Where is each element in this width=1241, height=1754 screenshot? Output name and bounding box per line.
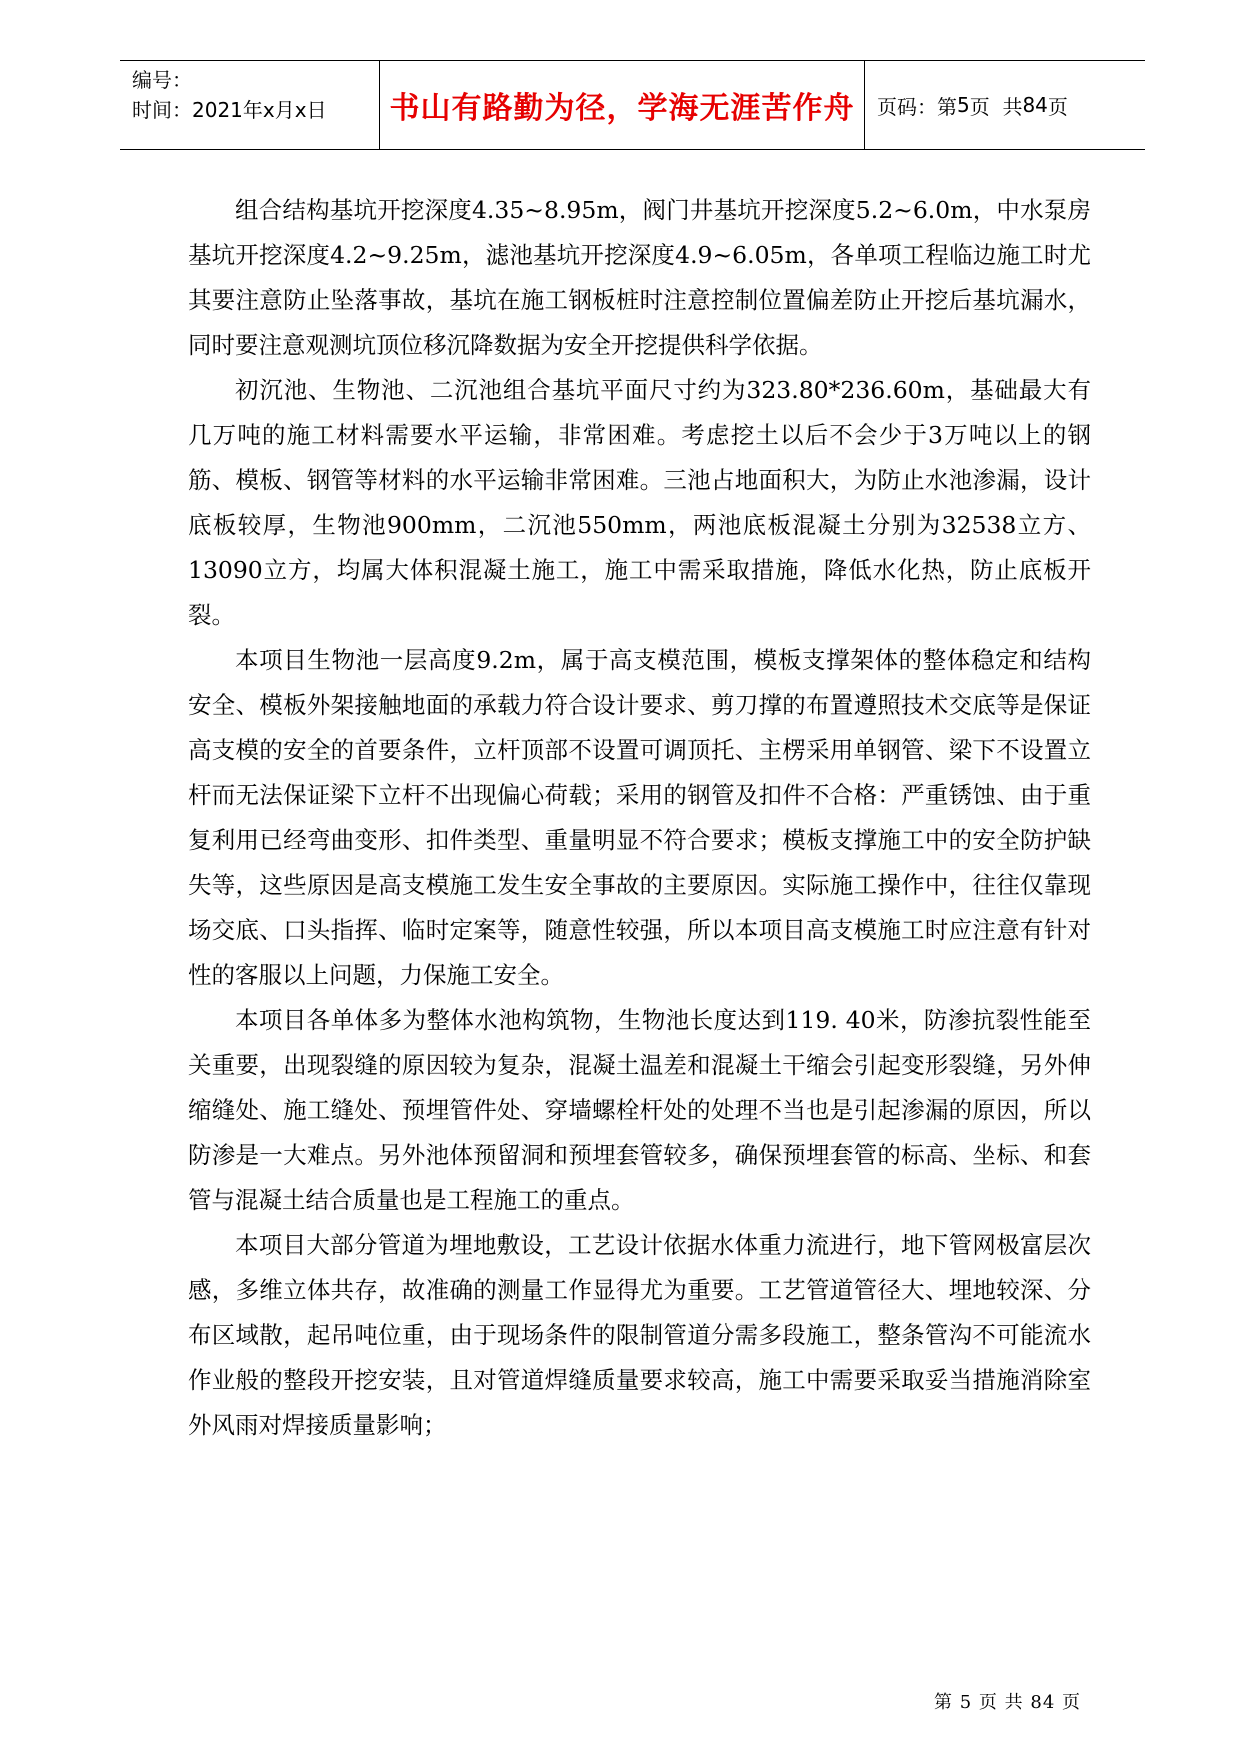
paragraph: 组合结构基坑开挖深度4.35~8.95m，阀门井基坑开挖深度5.2~6.0m，中水泵房基坑开挖深度4.2~9.25m，滤池基坑开挖深度4.9~6.05m，各单项工程临边施工时尤其要注意防止坠落事故，基坑在施工钢板桩时注意控制位置偏差防止开挖后基坑漏水，同时要注意观测坑顶位移沉降数据为安全开挖提供科学依据。: [188, 196, 1091, 359]
page-current: 5: [957, 93, 970, 117]
document-time-label: 时间：2021年x月x日: [132, 98, 327, 122]
paragraph: 本项目大部分管道为埋地敷设，工艺设计依据水体重力流进行，地下管网极富层次感，多维立体共存，故准确的测量工作显得尤为重要。工艺管道管径大、埋地较深、分布区域散，起吊吨位重，由于现场条件的限制管道分需多段施工，整条管沟不可能流水作业般的整段开挖安装，且对管道焊缝质量要求较高，施工中需要采取妥当措施消除室外风雨对焊接质量影响；: [188, 1231, 1091, 1439]
header-motto: 书山有路勤为径，学海无涯苦作舟: [380, 61, 865, 149]
document-body: [188, 188, 1091, 1448]
header-meta: [120, 61, 380, 149]
footer-page-number: 第 5 页 共 84 页: [934, 1692, 1081, 1713]
page-header: [120, 60, 1145, 150]
document-number-label: 编号：: [132, 68, 192, 92]
page-prefix: 页码：第: [877, 94, 957, 119]
page-suffix: 页: [1047, 94, 1068, 119]
page-mid: 页 共: [969, 94, 1023, 119]
paragraph: 初沉池、生物池、二沉池组合基坑平面尺寸约为323.80*236.60m，基础最大有几万吨的施工材料需要水平运输，非常困难。考虑挖土以后不会少于3万吨以上的钢筋、模板、钢管等材料的水平运输非常困难。三池占地面积大，为防止水池渗漏，设计底板较厚，生物池900mm，二沉池550mm，两池底板混凝土分别为32538立方、13090立方，均属大体积混凝土施工，施工中需采取措施，降低水化热，防止底板开裂。: [188, 376, 1091, 629]
paragraph: 本项目各单体多为整体水池构筑物，生物池长度达到119. 40米，防渗抗裂性能至关重要，出现裂缝的原因较为复杂，混凝土温差和混凝土干缩会引起变形裂缝，另外伸缩缝处、施工缝处、预埋管件处、穿墙螺栓杆处的处理不当也是引起渗漏的原因，所以防渗是一大难点。另外池体预留洞和预埋套管较多，确保预埋套管的标高、坐标、和套管与混凝土结合质量也是工程施工的重点。: [188, 1006, 1091, 1214]
header-page-number: [865, 61, 1145, 149]
page-footer: [0, 1688, 1081, 1714]
page-total: 84: [1022, 93, 1048, 117]
paragraph: 本项目生物池一层高度9.2m，属于高支模范围，模板支撑架体的整体稳定和结构安全、模板外架接触地面的承载力符合设计要求、剪刀撑的布置遵照技术交底等是保证高支模的安全的首要条件，立杆顶部不设置可调顶托、主楞采用单钢管、梁下不设置立杆而无法保证梁下立杆不出现偏心荷载；采用的钢管及扣件不合格：严重锈蚀、由于重复利用已经弯曲变形、扣件类型、重量明显不符合要求；模板支撑施工中的安全防护缺失等，这些原因是高支模施工发生安全事故的主要原因。实际施工操作中，往往仅靠现场交底、口头指挥、临时定案等，随意性较强，所以本项目高支模施工时应注意有针对性的客服以上问题，力保施工安全。: [188, 646, 1091, 989]
